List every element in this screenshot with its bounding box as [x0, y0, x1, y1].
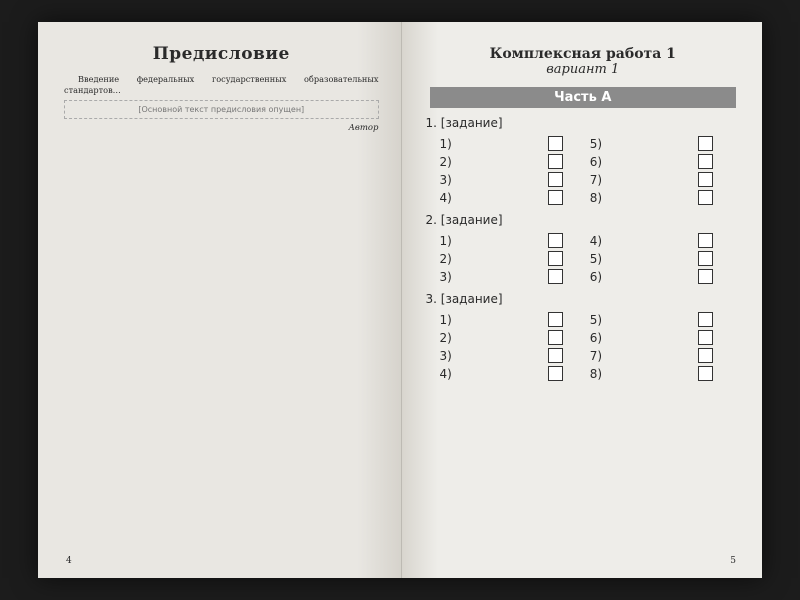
option-number: 8): [589, 190, 603, 205]
task-option: [590, 136, 740, 151]
option-number: 5): [589, 136, 603, 151]
option-number: 1): [439, 136, 452, 151]
answer-checkbox[interactable]: [698, 348, 713, 363]
answer-checkbox[interactable]: [698, 172, 713, 187]
preface-title: Предисловие: [152, 44, 290, 64]
answer-checkbox[interactable]: [698, 269, 713, 284]
answer-checkbox[interactable]: [548, 251, 563, 266]
answer-checkbox[interactable]: [698, 251, 713, 266]
task-option: [440, 269, 590, 284]
task-option: [440, 251, 590, 266]
left-page: [38, 22, 402, 578]
answer-checkbox[interactable]: [548, 233, 563, 248]
preface-body-placeholder: [Основной текст предисловия опущен]: [64, 100, 379, 119]
option-number: 7): [589, 348, 603, 363]
task-option: [440, 190, 590, 205]
option-number: 6): [589, 154, 603, 169]
answer-checkbox[interactable]: [698, 233, 713, 248]
option-number: 7): [589, 172, 603, 187]
right-page-number: 5: [730, 556, 736, 566]
answer-checkbox[interactable]: [548, 312, 563, 327]
task-option: [440, 348, 590, 363]
option-number: 3): [439, 348, 452, 363]
task-option: [590, 154, 740, 169]
option-number: 4): [439, 366, 452, 381]
book-spread: [38, 22, 762, 578]
answer-checkbox[interactable]: [548, 348, 563, 363]
task-option: [440, 154, 590, 169]
option-number: 6): [589, 269, 603, 284]
task-option: [590, 366, 740, 381]
preface-opening: Введение федеральных государственных образовательных стандартов…: [64, 74, 379, 96]
task-options: [426, 233, 741, 284]
task-option: [590, 269, 740, 284]
answer-checkbox[interactable]: [698, 312, 713, 327]
option-number: 1): [439, 233, 452, 248]
option-number: 6): [589, 330, 603, 345]
task-option: [590, 330, 740, 345]
option-number: 2): [439, 251, 452, 266]
right-page: [402, 22, 763, 578]
task-question: 3. [задание]: [425, 292, 503, 306]
option-number: 2): [439, 330, 452, 345]
answer-checkbox[interactable]: [698, 330, 713, 345]
task-option: [440, 233, 590, 248]
answer-checkbox[interactable]: [698, 154, 713, 169]
answer-checkbox[interactable]: [548, 269, 563, 284]
answer-checkbox[interactable]: [548, 154, 563, 169]
task-option: [590, 251, 740, 266]
task-option: [590, 172, 740, 187]
task-option: [590, 312, 740, 327]
task-option: [590, 190, 740, 205]
answer-checkbox[interactable]: [548, 190, 563, 205]
task-question: 2. [задание]: [425, 213, 503, 227]
task-question: 1. [задание]: [425, 116, 503, 130]
answer-checkbox[interactable]: [548, 172, 563, 187]
option-number: 2): [439, 154, 452, 169]
option-number: 8): [589, 366, 603, 381]
answer-checkbox[interactable]: [698, 136, 713, 151]
part-heading: Часть А: [430, 87, 737, 108]
answer-checkbox[interactable]: [548, 366, 563, 381]
option-number: 5): [589, 251, 603, 266]
task-option: [590, 348, 740, 363]
option-number: 5): [589, 312, 603, 327]
option-number: 1): [439, 312, 452, 327]
task-list: [426, 116, 741, 381]
task-options: [426, 136, 741, 205]
variant-label: вариант 1: [546, 62, 620, 77]
task-option: [440, 366, 590, 381]
task-option: [590, 233, 740, 248]
task-option: [440, 312, 590, 327]
option-number: 3): [439, 172, 452, 187]
left-page-number: 4: [66, 556, 72, 566]
task-option: [440, 330, 590, 345]
work-title: Комплексная работа 1: [489, 46, 676, 62]
answer-checkbox[interactable]: [698, 366, 713, 381]
preface-author: Автор: [348, 123, 379, 134]
task-option: [440, 136, 590, 151]
answer-checkbox[interactable]: [548, 330, 563, 345]
task-option: [440, 172, 590, 187]
task-options: [426, 312, 741, 381]
option-number: 4): [589, 233, 603, 248]
answer-checkbox[interactable]: [698, 190, 713, 205]
option-number: 3): [439, 269, 452, 284]
option-number: 4): [439, 190, 452, 205]
answer-checkbox[interactable]: [548, 136, 563, 151]
